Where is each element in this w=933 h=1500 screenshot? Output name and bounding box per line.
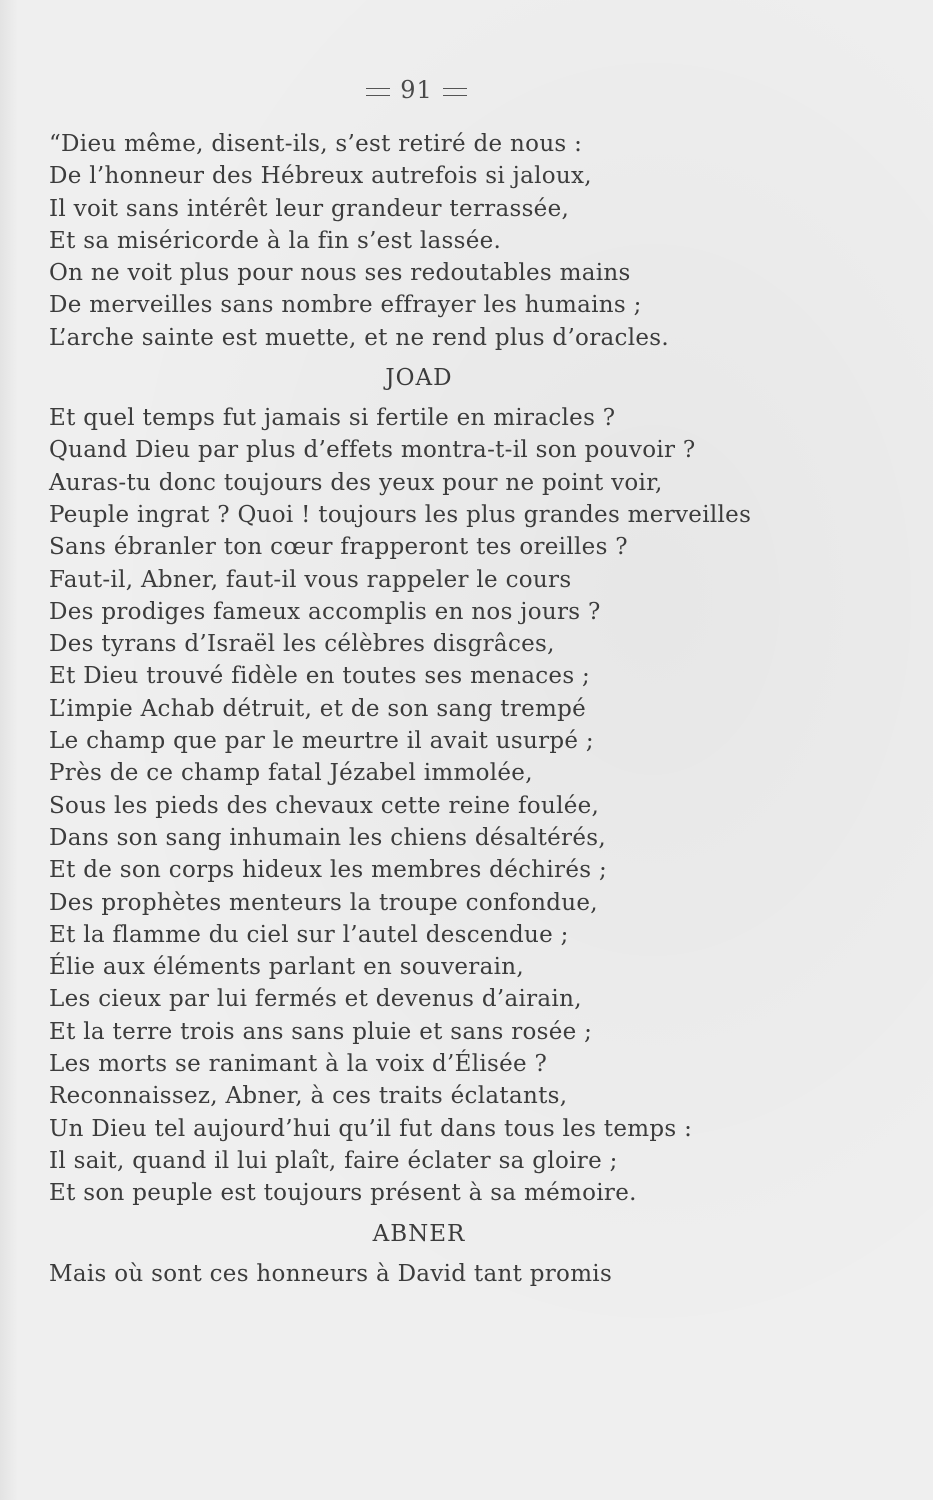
verse-line: L’arche sainte est muette, et ne rend plus d’oracles. — [49, 324, 669, 351]
verse-line: Faut-il, Abner, faut-il vous rappeler le cours — [49, 566, 572, 593]
verse-line: Des prophètes menteurs la troupe confondue, — [49, 889, 598, 916]
verse-line: Et Dieu trouvé fidèle en toutes ses menaces ; — [49, 663, 591, 690]
verse-line: Il voit sans intérêt leur grandeur terrassée, — [49, 195, 570, 222]
right-double-dash — [443, 88, 467, 96]
speaker-heading-joad: JOAD — [385, 365, 453, 392]
verse-line: “Dieu même, disent-ils, s’est retiré de nous : — [49, 131, 583, 157]
verse-line: Près de ce champ fatal Jézabel immolée, — [49, 760, 533, 787]
verse-line: Et quel temps fut jamais si fertile en miracles ? — [49, 405, 616, 432]
verse-line: De merveilles sans nombre effrayer les humains ; — [49, 292, 642, 319]
verse-line: Et son peuple est toujours présent à sa mémoire. — [49, 1180, 637, 1207]
verse-line: De l’honneur des Hébreux autrefois si jaloux, — [49, 163, 592, 190]
verse-line: Reconnaissez, Abner, à ces traits éclatants, — [49, 1083, 568, 1110]
verse-line: Élie aux éléments parlant en souverain, — [49, 954, 524, 981]
verse-line: Et la flamme du ciel sur l’autel descendue ; — [49, 921, 569, 948]
verse-line: Les cieux par lui fermés et devenus d’airain, — [49, 986, 582, 1013]
verse-line: Les morts se ranimant à la voix d’Élisée ? — [49, 1051, 548, 1078]
verse-line: Sous les pieds des chevaux cette reine foulée, — [49, 792, 600, 819]
page-number — [0, 76, 833, 104]
verse-line: Quand Dieu par plus d’effets montra-t-il son pouvoir ? — [49, 437, 696, 464]
verse-line: Le champ que par le meurtre il avait usurpé ; — [49, 728, 594, 755]
page-number-value: 91 — [400, 76, 433, 104]
verse-line: Un Dieu tel aujourd’hui qu’il fut dans tous les temps : — [49, 1115, 693, 1142]
verse-line: L’impie Achab détruit, et de son sang trempé — [49, 695, 587, 722]
verse-line: Des prodiges fameux accomplis en nos jours ? — [49, 598, 601, 625]
verse-block — [49, 128, 889, 1290]
verse-line: On ne voit plus pour nous ses redoutables mains — [49, 260, 631, 287]
verse-line: Et la terre trois ans sans pluie et sans rosée ; — [49, 1018, 593, 1045]
verse-line: Et sa miséricorde à la fin s’est lassée. — [49, 227, 502, 254]
verse-line: Peuple ingrat ? Quoi ! toujours les plus grandes merveilles — [49, 501, 752, 528]
verse-line: Il sait, quand il lui plaît, faire éclater sa gloire ; — [49, 1147, 618, 1174]
verse-line: Sans ébranler ton cœur frapperont tes oreilles ? — [49, 534, 628, 561]
verse-line: Dans son sang inhumain les chiens désaltérés, — [49, 824, 606, 851]
verse-line: Auras-tu donc toujours des yeux pour ne point voir, — [49, 469, 663, 496]
left-double-dash — [366, 88, 390, 96]
verse-line: Mais où sont ces honneurs à David tant promis — [49, 1260, 613, 1287]
verse-line: Des tyrans d’Israël les célèbres disgrâces, — [49, 631, 555, 658]
speaker-heading-abner: ABNER — [372, 1220, 466, 1247]
verse-line: Et de son corps hideux les membres déchirés ; — [49, 857, 608, 884]
